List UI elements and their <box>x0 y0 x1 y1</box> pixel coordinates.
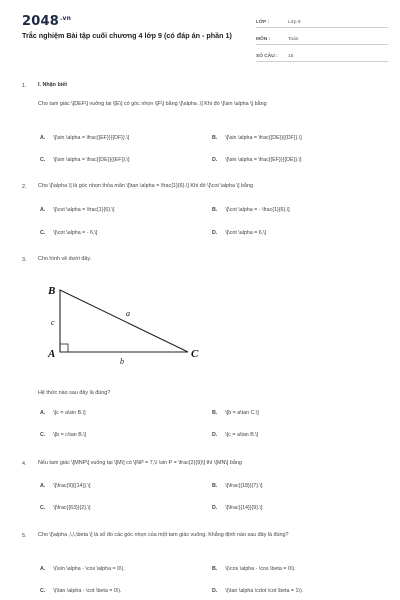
logo-text: 2048 <box>22 14 59 29</box>
worksheet-title: Trắc nghiệm Bài tập cuối chương 4 lớp 9 (có đáp án - phần 1) <box>22 31 232 40</box>
side-label-a: a <box>126 309 130 318</box>
triangle-shape <box>60 290 188 352</box>
option-text: \[\sin \alpha = \frac{{EF}}{{DF}}.\] <box>53 135 130 141</box>
option-text: \[\sin \alpha = \frac{{DE}}{{EF}}.\] <box>53 157 130 163</box>
option-letter: C. <box>40 230 46 236</box>
question-number: 3. <box>22 257 27 263</box>
section-heading: I. Nhận biết <box>38 82 68 88</box>
vertex-label-a: A <box>48 348 56 360</box>
option-a[interactable] <box>40 566 125 572</box>
option-a[interactable] <box>40 207 114 213</box>
option-letter: D. <box>212 230 218 236</box>
question-text: Cho tam giác \[DEF\] vuông tại \[E\] có góc nhọn \[F\] bằng \[\alpha .\] Khi đó \[\sin \alpha \] bằng <box>38 101 267 107</box>
question-number: 2. <box>22 184 27 190</box>
worksheet-meta <box>256 14 388 65</box>
option-b[interactable] <box>212 483 262 489</box>
option-text: \[\frac{{63}}{2}.\] <box>53 505 91 511</box>
option-letter: C. <box>40 157 46 163</box>
option-c[interactable] <box>40 157 129 163</box>
option-d[interactable] <box>212 230 266 236</box>
option-letter: B. <box>212 566 218 572</box>
meta-row-subject <box>256 31 388 45</box>
option-text: \(\tan \alpha - \cot \beta = 0\). <box>53 588 122 594</box>
triangle-figure <box>40 280 210 370</box>
option-d[interactable] <box>212 505 262 511</box>
meta-value: Lớp 9 <box>288 20 301 25</box>
option-a[interactable] <box>40 483 90 489</box>
question-text: Cho \[\alpha \] là góc nhọn thỏa mãn \[\tan \alpha = \frac{1}{6}.\] Khi đó \[\cot \alpha \] bằng <box>38 183 254 189</box>
option-text: \[\sin \alpha = \frac{{DE}}{{DF}}.\] <box>225 135 302 141</box>
option-text: \[\frac{9}{{14}}.\] <box>53 483 91 489</box>
question-text: Cho \[\alpha ,\,\,\beta \] là số đo các góc nhọn của một tam giác vuông. Khẳng định nào sau đây là đúng? <box>38 532 289 538</box>
option-b[interactable] <box>212 135 302 141</box>
option-c[interactable] <box>40 588 121 594</box>
option-d[interactable] <box>212 432 258 438</box>
question-text: Nếu tam giác \[MNP\] vuông tại \[M\] có \[NP = 7,\\ \sin P = \frac{2}{9}\] thì \[MN\] bằng <box>38 460 242 466</box>
vertex-label-c: C <box>191 348 199 360</box>
option-d[interactable] <box>212 157 301 163</box>
option-c[interactable] <box>40 432 86 438</box>
meta-row-count <box>256 48 388 62</box>
option-letter: C. <box>40 432 46 438</box>
option-text: \[\frac{{18}}{7}.\] <box>225 483 263 489</box>
option-b[interactable] <box>212 207 290 213</box>
option-letter: A. <box>40 135 46 141</box>
option-letter: C. <box>40 588 46 594</box>
option-letter: A. <box>40 410 46 416</box>
option-letter: A. <box>40 483 46 489</box>
meta-key: LỚP : <box>256 20 270 25</box>
meta-key: MÔN : <box>256 37 271 42</box>
option-letter: D. <box>212 505 218 511</box>
option-text: \[c = a\sin B.\] <box>53 410 86 416</box>
option-text: \[\frac{{14}}{9}.\] <box>225 505 263 511</box>
question-prompt: Hệ thức nào sau đây là đúng? <box>38 390 111 396</box>
option-letter: C. <box>40 505 46 511</box>
question-number: 1. <box>22 83 27 89</box>
option-text: \[\cot \alpha = 6.\] <box>225 230 267 236</box>
option-a[interactable] <box>40 410 86 416</box>
option-c[interactable] <box>40 505 90 511</box>
option-text: \(\tan \alpha \cdot \cot \beta = 1\). <box>225 588 304 594</box>
meta-row-class <box>256 14 388 28</box>
question-text: Cho hình vẽ dưới đây. <box>38 256 92 262</box>
option-text: \[c = a\tan B.\] <box>225 432 259 438</box>
site-logo[interactable] <box>22 14 71 29</box>
option-text: \(\cos \alpha - \cos \beta = 0\). <box>225 566 296 572</box>
triangle-diagram <box>40 280 210 370</box>
meta-value: 15 <box>288 54 294 59</box>
side-label-c: c <box>51 318 55 327</box>
option-text: \(\sin \alpha - \cos \alpha = 0\). <box>53 566 125 572</box>
option-text: \[\cot \alpha = \frac{1}{6}.\] <box>53 207 115 213</box>
option-text: \[b = a\tan C.\] <box>225 410 259 416</box>
option-letter: D. <box>212 588 218 594</box>
question-number: 5. <box>22 533 27 539</box>
option-text: \[\cot \alpha = - \frac{1}{6}.\] <box>225 207 290 213</box>
right-angle-marker <box>60 344 68 352</box>
logo-domain: .vn <box>59 14 72 22</box>
option-d[interactable] <box>212 588 303 594</box>
option-letter: A. <box>40 566 46 572</box>
option-letter: B. <box>212 483 218 489</box>
option-b[interactable] <box>212 410 259 416</box>
option-letter: B. <box>212 135 218 141</box>
option-text: \[b = c\tan B.\] <box>53 432 87 438</box>
worksheet-header <box>22 14 382 62</box>
option-c[interactable] <box>40 230 97 236</box>
option-letter: D. <box>212 157 218 163</box>
meta-value: Toán <box>288 37 299 42</box>
vertex-label-b: B <box>48 285 56 297</box>
option-text: \[\cot \alpha = - 6.\] <box>53 230 98 236</box>
option-a[interactable] <box>40 135 129 141</box>
question-number: 4. <box>22 461 27 467</box>
side-label-b: b <box>120 357 124 366</box>
option-letter: B. <box>212 207 218 213</box>
option-letter: D. <box>212 432 218 438</box>
option-letter: A. <box>40 207 46 213</box>
option-b[interactable] <box>212 566 296 572</box>
meta-key: SỐ CÂU : <box>256 54 278 59</box>
option-text: \[\sin \alpha = \frac{{EF}}{{DE}}.\] <box>225 157 302 163</box>
option-letter: B. <box>212 410 218 416</box>
